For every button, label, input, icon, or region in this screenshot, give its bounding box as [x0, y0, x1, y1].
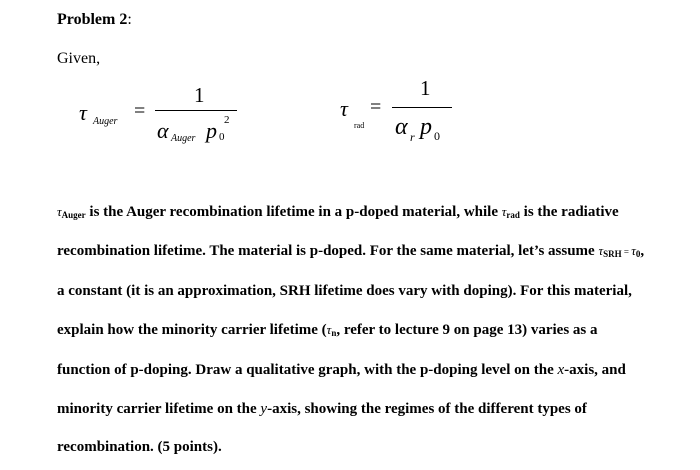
tau-symbol: τ: [57, 204, 62, 219]
eq-rad-p-subscript: 0: [434, 129, 440, 143]
eq-auger-tau: τ: [79, 100, 87, 125]
eq-auger-p-superscript: 2: [224, 114, 230, 126]
eq-auger-equals: =: [134, 100, 146, 122]
line4-text-b: , refer to lecture 9 on page 13) varies as a: [336, 322, 598, 338]
eq-rad-tau: τ: [340, 96, 348, 121]
eq-rad-tau-subscript: rad: [354, 121, 365, 130]
line5-text-b: -axis, and: [564, 362, 626, 378]
problem-title-colon: :: [127, 11, 132, 28]
eq-auger-fraction-bar: [155, 110, 237, 111]
tau-srh-subscript: SRH: [603, 249, 622, 259]
line2-text-a: recombination lifetime. The material is p-doped. For the same material, let’s assume: [57, 243, 599, 259]
eq-rad-p: p: [420, 114, 432, 140]
eq-rad-alpha-subscript: r: [410, 130, 415, 144]
eq-rad-fraction-bar: [392, 107, 452, 108]
line5-text-a: function of p-doping. Draw a qualitative graph, with the p-doping level on the: [57, 362, 558, 378]
paragraph-line-7: recombination. (5 points).: [57, 439, 222, 455]
tau-symbol: τ: [631, 243, 636, 258]
eq-auger-tau-subscript: Auger: [93, 116, 118, 127]
tau-rad-subscript: rad: [506, 210, 520, 220]
problem-title-text: Problem 2: [57, 11, 128, 28]
line2-end: ,: [640, 243, 645, 259]
x-variable: x: [557, 362, 565, 378]
tau-zero-subscript: 0: [635, 249, 641, 259]
paragraph-line-2: [57, 243, 644, 260]
eq-auger-alpha-subscript: Auger: [171, 133, 196, 144]
paragraph-line-1: [57, 204, 619, 221]
tau-auger-subscript: Auger: [61, 210, 86, 220]
eq-rad-numerator: 1: [420, 76, 431, 100]
tau-n-subscript: n: [331, 328, 337, 338]
line6-text-b: -axis, showing the regimes of the different types of: [267, 401, 587, 417]
paragraph-line-6: [57, 401, 587, 418]
eq-rad-alpha: α: [395, 114, 408, 140]
tau-symbol: τ: [598, 243, 604, 258]
paragraph-line-4: [57, 322, 598, 339]
eq-auger-alpha: α: [157, 118, 169, 143]
paragraph-line-3: a constant (it is an approximation, SRH lifetime does vary with doping). For this material,: [57, 283, 632, 299]
line1-text-a: is the Auger recombination lifetime in a p-doped material, while: [85, 204, 502, 220]
tau-symbol: τ: [326, 322, 332, 337]
line1-text-b: is the radiative: [519, 204, 619, 220]
given-label: Given,: [57, 50, 101, 67]
eq-auger-p-subscript: 0: [219, 131, 225, 143]
problem-title: [57, 11, 132, 29]
eq-auger-numerator: 1: [194, 83, 205, 107]
y-variable: y: [260, 401, 268, 417]
eq-auger-p: p: [206, 118, 217, 143]
line2-equals: =: [621, 247, 632, 257]
line6-text-a: minority carrier lifetime on the: [57, 401, 261, 417]
tau-symbol: τ: [501, 204, 507, 219]
line4-text-a: explain how the minority carrier lifetime (: [57, 322, 327, 338]
paragraph-line-5: [57, 362, 626, 379]
eq-rad-equals: =: [370, 96, 382, 118]
